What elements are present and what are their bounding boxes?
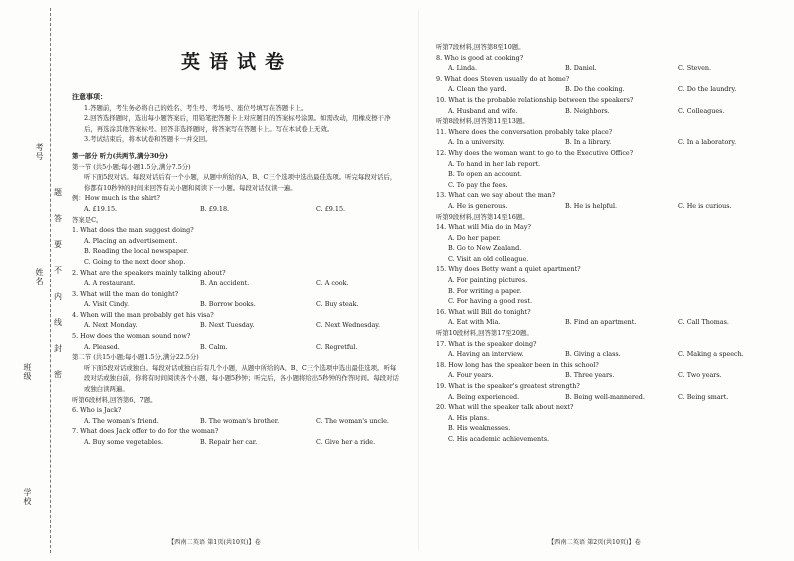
seal-warning-char: 不: [54, 266, 62, 275]
example-option-a: A. £19.15.: [84, 204, 118, 213]
section2-directions: 听下面5段对话或独白。每段对话或独白后有几个小题，从题中所给的A、B、C三个选项中选出最佳选项。听每段对话或独白前，你将有时间阅读各个小题，每小题5秒钟；听完后，各小题将给出5秒钟的作答时间。每段对话或独白读两遍。: [84, 363, 399, 394]
listening-instruction: 听第7段材料,回答第8至10题。: [436, 43, 525, 51]
right-footer: 【西南二英语 第2页(共10页)】卷: [548, 539, 641, 546]
answer-option: A. Do her paper.: [448, 233, 501, 242]
option-row: [436, 370, 776, 381]
answer-option: C. Steven.: [678, 64, 711, 73]
option-row: [436, 84, 776, 95]
question-stem: 19. What is the speaker's greatest strength?: [436, 382, 580, 390]
question-stem: 17. What is the speaker doing?: [436, 339, 537, 348]
option-row: [436, 392, 776, 403]
option-row: [72, 437, 402, 448]
answer-option: C. Do the laundry.: [678, 85, 737, 94]
section2-questions: [72, 405, 402, 447]
section1-heading: 第一节 (共5小题;每小题1.5分,满分7.5分): [72, 162, 191, 171]
example-option-c: C. £9.15.: [316, 204, 346, 213]
option-row: [72, 416, 402, 427]
example-answer: 答案是C。: [72, 215, 103, 224]
notice-3: 3.考试结束后，将本试卷和答题卡一并交回。: [84, 135, 212, 144]
option-row: [436, 201, 776, 212]
top-spacer: [436, 0, 776, 42]
answer-option: B. Next Tuesday.: [200, 321, 255, 330]
seal-warning-char: 题: [54, 188, 62, 197]
answer-option: A. Buy some vegetables.: [84, 438, 164, 446]
answer-option: B. He is helpful.: [565, 201, 618, 210]
right-column: [436, 0, 776, 445]
answer-option: B. In a library.: [565, 138, 612, 147]
answer-option: A. Husband and wife.: [448, 106, 518, 115]
binding-gutter: [14, 8, 64, 553]
answer-option: C. His academic achievements.: [448, 434, 549, 443]
school-label: 学校: [23, 488, 32, 506]
answer-option: A. In a university.: [448, 138, 505, 147]
question-stem: 4. When will the man probably get his visa?: [72, 310, 214, 319]
answer-option: C. Visit an old colleague.: [448, 254, 529, 263]
answer-option: A. Next Monday.: [84, 321, 138, 330]
answer-option: A. His plans.: [448, 413, 489, 422]
question-stem: 3. What will the man do tonight?: [72, 289, 179, 298]
answer-option: C. Buy steak.: [316, 300, 359, 309]
answer-option: A. To hand in her lab report.: [448, 159, 541, 168]
answer-option: B. An accident.: [200, 279, 250, 288]
answer-option: B. Repair her car.: [200, 438, 258, 446]
answer-option: C. Next Wednesday.: [316, 321, 381, 330]
option-row: [72, 320, 402, 331]
answer-option: A. He is generous.: [448, 201, 508, 210]
section2-heading: 第二节 (共15小题;每小题1.5分,满分22.5分): [72, 353, 199, 362]
section1-questions: [72, 225, 402, 352]
answer-option: C. In a laboratory.: [678, 138, 737, 147]
answer-option: A. Visit Cindy.: [84, 300, 130, 309]
answer-option: C. Regretful.: [316, 342, 358, 351]
option-row: [436, 106, 776, 117]
option-row: [436, 137, 776, 148]
answer-option: C. Colleagues.: [678, 106, 725, 115]
answer-option: C. Call Thomas.: [678, 318, 729, 327]
answer-option: C. Going to the next door shop.: [84, 257, 186, 266]
section1-directions: 听下面5段对话。每段对话后有一个小题，从题中所给的A、B、C三个选项中选出最佳选项。听完每段对话后，你都有10秒钟的时间来回答有关小题和阅读下一小题。每段对话仅读一遍。: [84, 173, 397, 192]
notice-heading: 注意事项：: [72, 92, 107, 101]
left-column: [72, 0, 402, 448]
answer-option: B. Find an apartment.: [565, 318, 637, 327]
answer-option: B. Daniel.: [565, 64, 597, 73]
name-label: 姓名: [35, 268, 44, 286]
answer-option: B. Do the cooking.: [565, 85, 625, 94]
listening-instruction: 听第8段材料,回答第11至13题。: [436, 117, 529, 126]
question-stem: 11. Where does the conversation probably take place?: [436, 127, 613, 136]
answer-option: B. Neighbors.: [565, 106, 610, 115]
notice-1: 1.答题前，考生务必将自己的姓名、考生号、考场号、座位号填写在答题卡上。: [84, 103, 308, 112]
question-stem: 9. What does Steven usually do at home?: [436, 74, 570, 83]
answer-option: C. For having a good rest.: [448, 297, 533, 306]
seal-warning-char: 要: [54, 240, 62, 249]
part1-heading: 第一部分 听力(共两节,满分30分): [72, 151, 169, 160]
answer-option: C. Making a speech.: [678, 350, 744, 359]
answer-option: A. A restaurant.: [84, 279, 136, 288]
answer-option: B. Reading the local newspaper.: [84, 247, 189, 256]
answer-option: B. Being well-mannered.: [565, 392, 645, 401]
question-stem: 7. What does Jack offer to do for the woman?: [72, 427, 219, 436]
right-questions: [436, 0, 776, 445]
answer-option: B. For writing a paper.: [448, 286, 522, 295]
question-stem: 10. What is the probable relationship between the speakers?: [436, 95, 634, 104]
answer-option: A. Having an interview.: [448, 350, 524, 359]
answer-option: C. Give her a ride.: [316, 438, 376, 446]
seal-warning-char: 密: [54, 370, 62, 379]
answer-option: B. Borrow books.: [200, 300, 256, 309]
answer-option: A. Four years.: [448, 371, 494, 380]
seal-warning-char: 封: [54, 344, 62, 353]
listening-instruction: 听第10段材料,回答第17至20题。: [436, 329, 533, 338]
answer-option: C. A cook.: [316, 279, 349, 288]
exam-title: 英语试卷: [180, 51, 293, 73]
question-stem: 5. How does the woman sound now?: [72, 332, 191, 341]
listen6-instruction: 听第6段材料,回答第6、7题。: [72, 395, 157, 404]
example-question: 例：How much is the shirt?: [72, 194, 160, 203]
answer-option: A. Being experienced.: [448, 392, 520, 401]
question-stem: 14. What will Mia do in May?: [436, 223, 531, 232]
answer-option: C. To pay the fees.: [448, 180, 508, 189]
answer-option: A. Clean the yard.: [448, 85, 507, 94]
answer-option: A. Eat with Mia.: [448, 318, 501, 327]
exam-number-label: 考号: [35, 143, 44, 161]
example-options: [72, 204, 402, 215]
answer-option: C. Two years.: [678, 371, 722, 380]
option-row: [436, 63, 776, 74]
answer-option: B. To open an account.: [448, 170, 522, 179]
question-stem: 1. What does the man suggest doing?: [72, 226, 194, 235]
seal-line: [50, 8, 51, 553]
answer-option: C. The woman's uncle.: [316, 416, 389, 425]
answer-option: A. For painting pictures.: [448, 276, 528, 285]
question-stem: 20. What will the speaker talk about next?: [436, 403, 574, 412]
listening-instruction: 听第9段材料,回答第14至16题。: [436, 212, 529, 221]
answer-option: B. Giving a class.: [565, 350, 621, 359]
option-row: [436, 349, 776, 360]
question-stem: 2. What are the speakers mainly talking about?: [72, 268, 226, 277]
class-label: 班级: [23, 363, 32, 381]
option-row: [436, 317, 776, 328]
question-stem: 8. Who is good at cooking?: [436, 53, 524, 62]
seal-warning-char: 线: [54, 318, 62, 327]
option-row: [72, 278, 402, 289]
answer-option: B. The woman's brother.: [200, 416, 280, 425]
seal-warning-char: 答: [54, 214, 62, 223]
question-stem: 16. What will Bill do tonight?: [436, 307, 531, 316]
example-option-b: B. £9.18.: [200, 204, 230, 213]
option-row: [72, 342, 402, 353]
answer-option: A. Linda.: [448, 64, 478, 73]
answer-option: B. His weaknesses.: [448, 424, 511, 433]
answer-option: B. Three years.: [565, 371, 615, 380]
option-row: [72, 299, 402, 310]
page-divider: [418, 10, 419, 551]
answer-option: B. Go to New Zealand.: [448, 244, 522, 253]
question-stem: 15. Why does Betty want a quiet apartment?: [436, 265, 581, 274]
notice-2: 2.回答选择题时，选出每小题答案后，用铅笔把答题卡上对应题目的答案标号涂黑。如需改动，用橡皮擦干净后，再选涂其他答案标号。回答非选择题时，将答案写在答题卡上。写在本试卷上无效。: [84, 114, 391, 133]
answer-option: B. Calm.: [200, 342, 228, 351]
question-stem: 18. How long has the speaker been in this school?: [436, 360, 599, 369]
left-footer: 【西南二英语 第1页(共10页)】卷: [168, 539, 261, 546]
answer-option: A. Pleased.: [84, 342, 120, 351]
answer-option: C. He is curious.: [678, 201, 732, 210]
answer-option: A. The woman's friend.: [84, 416, 159, 425]
seal-warning-char: 内: [54, 292, 62, 301]
question-stem: 6. Who is Jack?: [72, 406, 122, 415]
question-stem: 13. What can we say about the man?: [436, 191, 556, 200]
question-stem: 12. Why does the woman want to go to the Executive Office?: [436, 148, 634, 157]
answer-option: A. Placing an advertisement.: [84, 236, 178, 245]
answer-option: C. Being smart.: [678, 392, 729, 401]
